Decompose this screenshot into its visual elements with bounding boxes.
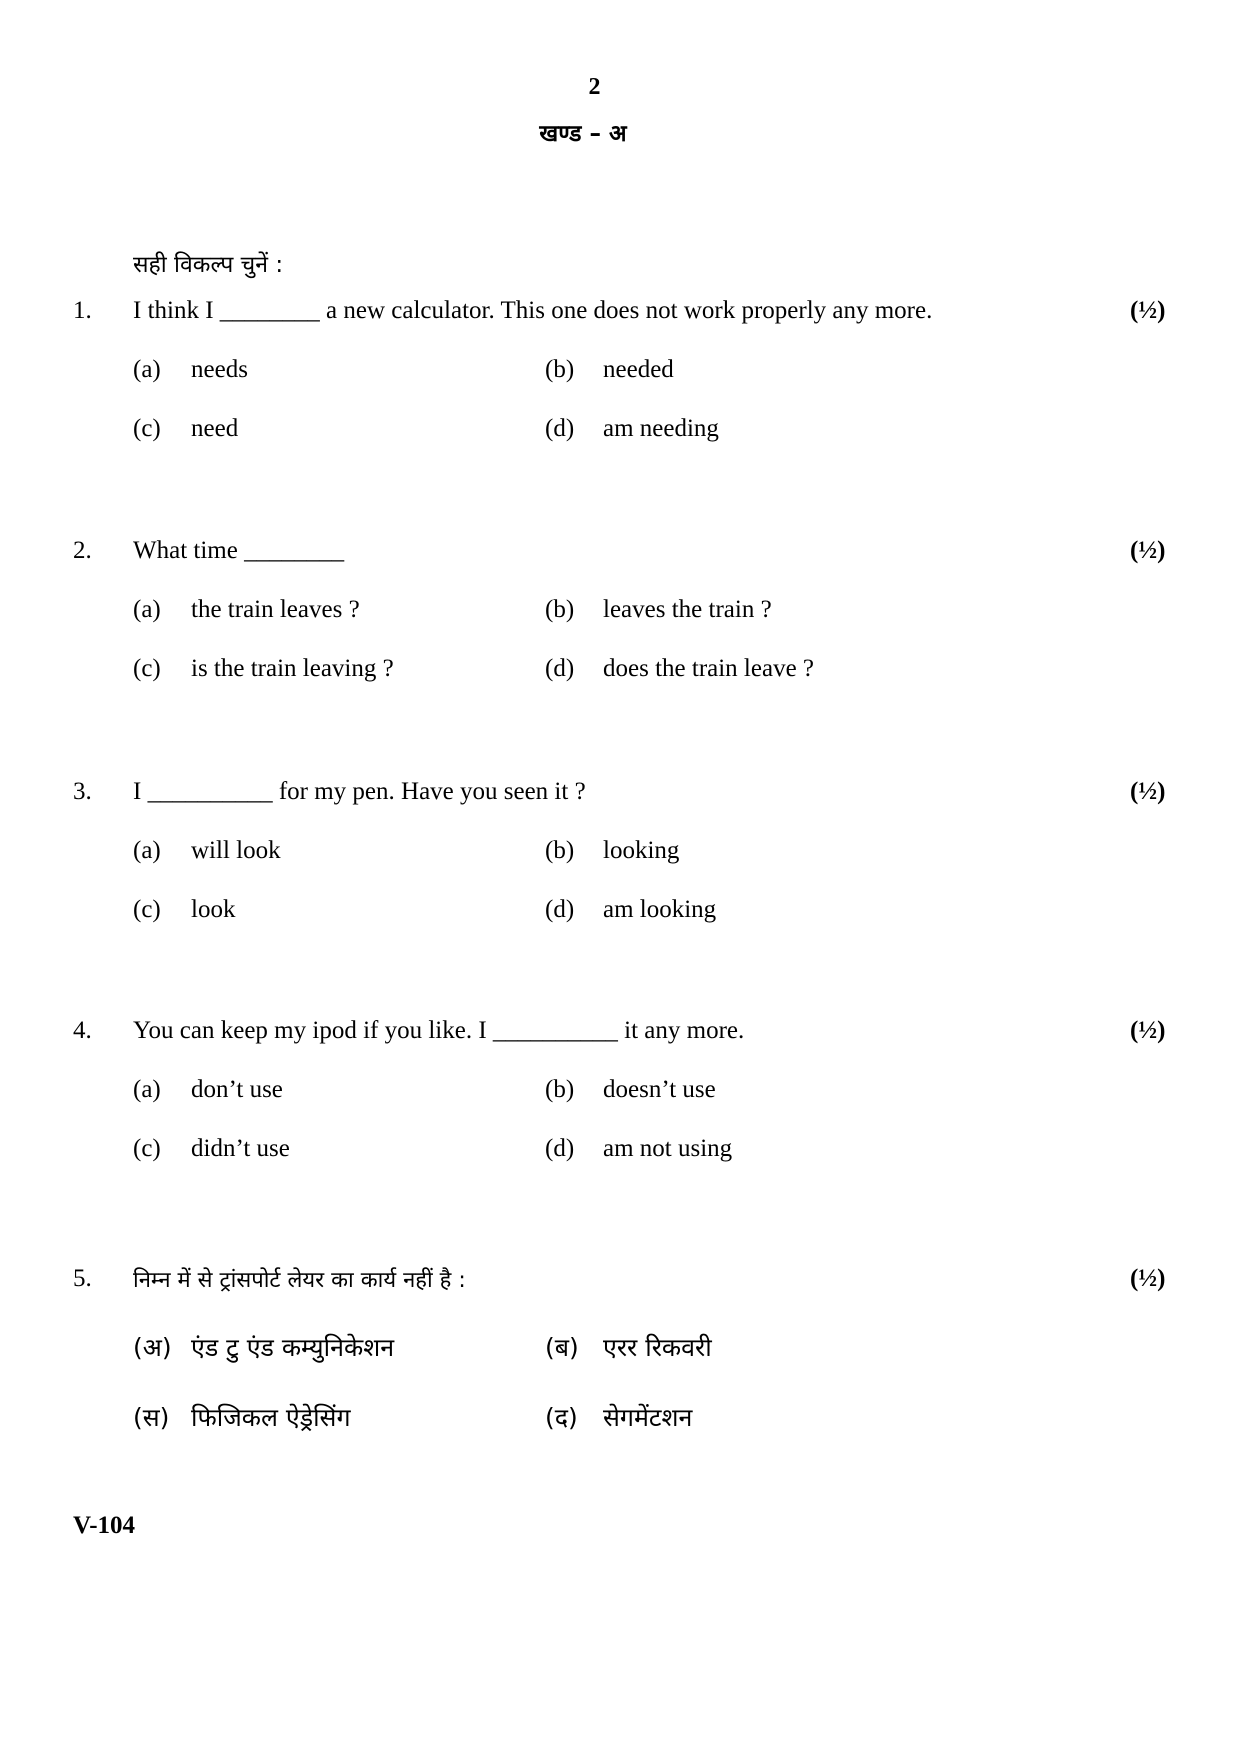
question-text: What time ________ xyxy=(133,537,345,564)
option-label: (अ) xyxy=(133,1333,172,1362)
question-marks: (½) xyxy=(1130,537,1166,564)
option-text: need xyxy=(191,415,239,442)
option-label: (d) xyxy=(545,415,575,442)
question-number: 3. xyxy=(73,778,92,805)
option-label: (b) xyxy=(545,356,575,383)
question-4 xyxy=(0,1017,1241,1167)
question-3 xyxy=(0,778,1241,928)
option-label: (ब) xyxy=(545,1333,579,1362)
footer-code: V-104 xyxy=(73,1512,136,1539)
question-text: I think I ________ a new calculator. This one does not work properly any more. xyxy=(133,297,933,324)
section-title: खण्ड – अ xyxy=(539,121,627,147)
option-label: (द) xyxy=(545,1403,578,1432)
option-label: (d) xyxy=(545,655,575,682)
question-text: निम्न में से ट्रांसपोर्ट लेयर का कार्य नहीं है : xyxy=(133,1268,466,1293)
question-text: I __________ for my pen. Have you seen it ? xyxy=(133,778,586,805)
question-marks: (½) xyxy=(1130,1017,1166,1044)
option-text: didn’t use xyxy=(191,1135,290,1162)
option-text: will look xyxy=(191,837,281,864)
option-text: is the train leaving ? xyxy=(191,655,394,682)
question-marks: (½) xyxy=(1130,778,1166,805)
option-text: don’t use xyxy=(191,1076,283,1103)
question-1 xyxy=(0,297,1241,447)
option-label: (a) xyxy=(133,837,161,864)
page-number: 2 xyxy=(588,74,601,100)
option-text: needed xyxy=(603,356,674,383)
option-text: does the train leave ? xyxy=(603,655,815,682)
option-text: look xyxy=(191,896,236,923)
option-text: सेगमेंटशन xyxy=(603,1403,693,1432)
question-marks: (½) xyxy=(1130,297,1166,324)
option-label: (b) xyxy=(545,837,575,864)
option-text: the train leaves ? xyxy=(191,596,360,623)
question-5 xyxy=(0,1262,1241,1432)
question-number: 2. xyxy=(73,537,92,564)
option-text: needs xyxy=(191,356,248,383)
option-label: (c) xyxy=(133,896,161,923)
question-number: 4. xyxy=(73,1017,92,1044)
option-text: am not using xyxy=(603,1135,733,1162)
option-text: एंड टु एंड कम्युनिकेशन xyxy=(191,1333,395,1362)
option-text: leaves the train ? xyxy=(603,596,772,623)
option-text: एरर रिकवरी xyxy=(603,1333,712,1362)
question-2 xyxy=(0,537,1241,687)
option-label: (c) xyxy=(133,655,161,682)
instruction: सही विकल्प चुनें : xyxy=(133,252,284,278)
option-label: (a) xyxy=(133,596,161,623)
option-label: (d) xyxy=(545,1135,575,1162)
question-number: 1. xyxy=(73,297,92,324)
question-number: 5. xyxy=(73,1265,92,1292)
option-label: (c) xyxy=(133,415,161,442)
option-label: (a) xyxy=(133,1076,161,1103)
option-text: doesn’t use xyxy=(603,1076,716,1103)
option-label: (b) xyxy=(545,1076,575,1103)
option-label: (b) xyxy=(545,596,575,623)
option-text: am looking xyxy=(603,896,717,923)
question-marks: (½) xyxy=(1130,1265,1166,1292)
option-text: फिजिकल ऐड्रेसिंग xyxy=(191,1403,351,1432)
option-label: (a) xyxy=(133,356,161,383)
option-label: (स) xyxy=(133,1403,170,1432)
option-label: (c) xyxy=(133,1135,161,1162)
option-label: (d) xyxy=(545,896,575,923)
option-text: looking xyxy=(603,837,680,864)
option-text: am needing xyxy=(603,415,719,442)
question-text: You can keep my ipod if you like. I __________ it any more. xyxy=(133,1017,745,1044)
